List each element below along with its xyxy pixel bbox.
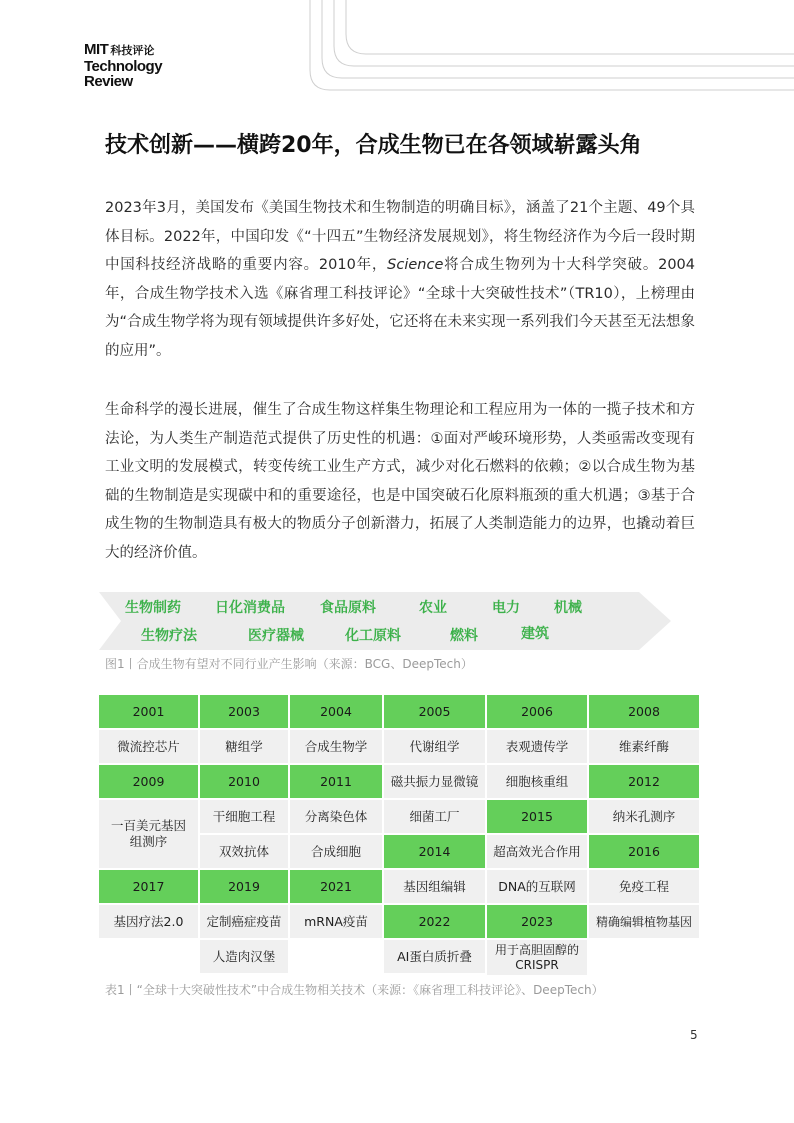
tech-cell: 人造肉汉堡: [200, 940, 288, 973]
tech-cell: 定制癌症疫苗: [200, 905, 288, 938]
page-title: 技术创新——横跨20年，合成生物已在各领域崭露头角: [105, 133, 642, 158]
year-cell: 2015: [487, 800, 587, 833]
year-cell: 2006: [487, 695, 587, 728]
industry-label: 燃料: [450, 628, 478, 644]
logo-cn: 科技评论: [110, 45, 155, 57]
mit-technology-review-logo: [84, 42, 162, 89]
year-cell: 2019: [200, 870, 288, 903]
year-cell: 2011: [290, 765, 382, 798]
industry-banner: [99, 592, 671, 650]
tech-cell: 干细胞工程: [200, 800, 288, 833]
tech-cell: 代谢组学: [384, 730, 485, 763]
tech-cell: 细菌工厂: [384, 800, 485, 833]
paragraph-1: [105, 194, 695, 365]
year-cell: 2001: [99, 695, 198, 728]
year-cell: 2008: [589, 695, 699, 728]
tech-cell: DNA的互联网: [487, 870, 587, 903]
tech-cell: 精确编辑植物基因: [589, 905, 699, 938]
year-cell: 2021: [290, 870, 382, 903]
tech-cell: 基因组编辑: [384, 870, 485, 903]
year-cell: 2005: [384, 695, 485, 728]
paragraph-1-part-a: 2023年3月，美国发布《美国生物技术和生物制造的明确目标》，涵盖了21个主题、49个具体目标。2022年，中国印发《“十四五”生物经济发展规划》，将生物经济作为今后一段时期中国科技经济战略的重要内容。2010年，: [105, 200, 695, 273]
year-cell: 2023: [487, 905, 587, 938]
tech-cell: AI蛋白质折叠: [384, 940, 485, 973]
tech-cell: 糖组学: [200, 730, 288, 763]
tech-cell: 超高效光合作用: [487, 835, 587, 868]
industry-label: 生物制药: [125, 600, 181, 616]
paragraph-1-part-b: 将合成生物列为十大科学突破。2004年，合成生物学技术入选《麻省理工科技评论》“全球十大突破性技术”（TR10），上榜理由为“合成生物学将为现有领域提供许多好处，它还将在未来实现一系列我们今天甚至无法想象的应用”。: [105, 257, 695, 359]
tech-cell: 分离染色体: [290, 800, 382, 833]
tech-cell: 微流控芯片: [99, 730, 198, 763]
year-cell: 2009: [99, 765, 198, 798]
tech-cell: 合成生物学: [290, 730, 382, 763]
table-caption: 表1丨“全球十大突破性技术”中合成生物相关技术（来源：《麻省理工科技评论》、DeepTech）: [105, 983, 604, 997]
year-cell: 2022: [384, 905, 485, 938]
tech-cell: 纳米孔测序: [589, 800, 699, 833]
logo-technology: Technology: [84, 58, 163, 75]
tech-cell: 双效抗体: [200, 835, 288, 868]
tech-cell: 用于高胆固醇的CRISPR: [487, 940, 587, 975]
industry-label: 电力: [492, 600, 520, 616]
industry-label: 农业: [419, 600, 447, 616]
tech-cell: 表观遗传学: [487, 730, 587, 763]
page-number: 5: [690, 1028, 698, 1042]
year-cell: 2016: [589, 835, 699, 868]
paragraph-2: 生命科学的漫长进展，催生了合成生物这样集生物理论和工程应用为一体的一揽子技术和方法论，为人类生产制造范式提供了历史性的机遇：①面对严峻环境形势，人类亟需改变现有工业文明的发展模式，转变传统工业生产方式，减少对化石燃料的依赖；②以合成生物为基础的生物制造是实现碳中和的重要途径，也是中国突破石化原料瓶颈的重大机遇；③基于合成生物的生物制造具有极大的物质分子创新潜力，拓展了人类制造能力的边界，也撬动着巨大的经济价值。: [105, 402, 695, 561]
tech-cell: 免疫工程: [589, 870, 699, 903]
science-journal-name: Science: [387, 257, 444, 273]
tech-cell: 基因疗法2.0: [99, 905, 198, 938]
tech-cell: mRNA疫苗: [290, 905, 382, 938]
tech-cell: 磁共振力显微镜: [384, 765, 485, 798]
year-cell: 2003: [200, 695, 288, 728]
tech-cell: 细胞核重组: [487, 765, 587, 798]
industry-label: 建筑: [521, 626, 549, 642]
year-cell: 2014: [384, 835, 485, 868]
year-cell: 2017: [99, 870, 198, 903]
logo-mit: MIT: [84, 41, 109, 58]
figure-caption: 图1丨合成生物有望对不同行业产生影响（来源：BCG、DeepTech）: [105, 657, 473, 671]
year-cell: 2012: [589, 765, 699, 798]
tech-cell: 合成细胞: [290, 835, 382, 868]
logo-review: Review: [84, 73, 133, 90]
industry-label: 医疗器械: [248, 628, 304, 644]
industry-label: 日化消费品: [215, 600, 285, 616]
technology-table: [99, 695, 699, 975]
industry-label: 化工原料: [345, 628, 401, 644]
industry-label: 食品原料: [320, 600, 376, 616]
year-cell: 2004: [290, 695, 382, 728]
tech-cell: 维素纤酶: [589, 730, 699, 763]
industry-label: 机械: [554, 600, 582, 616]
year-cell: 2010: [200, 765, 288, 798]
industry-label: 生物疗法: [141, 628, 197, 644]
tech-cell: 一百美元基因组测序: [99, 800, 198, 868]
